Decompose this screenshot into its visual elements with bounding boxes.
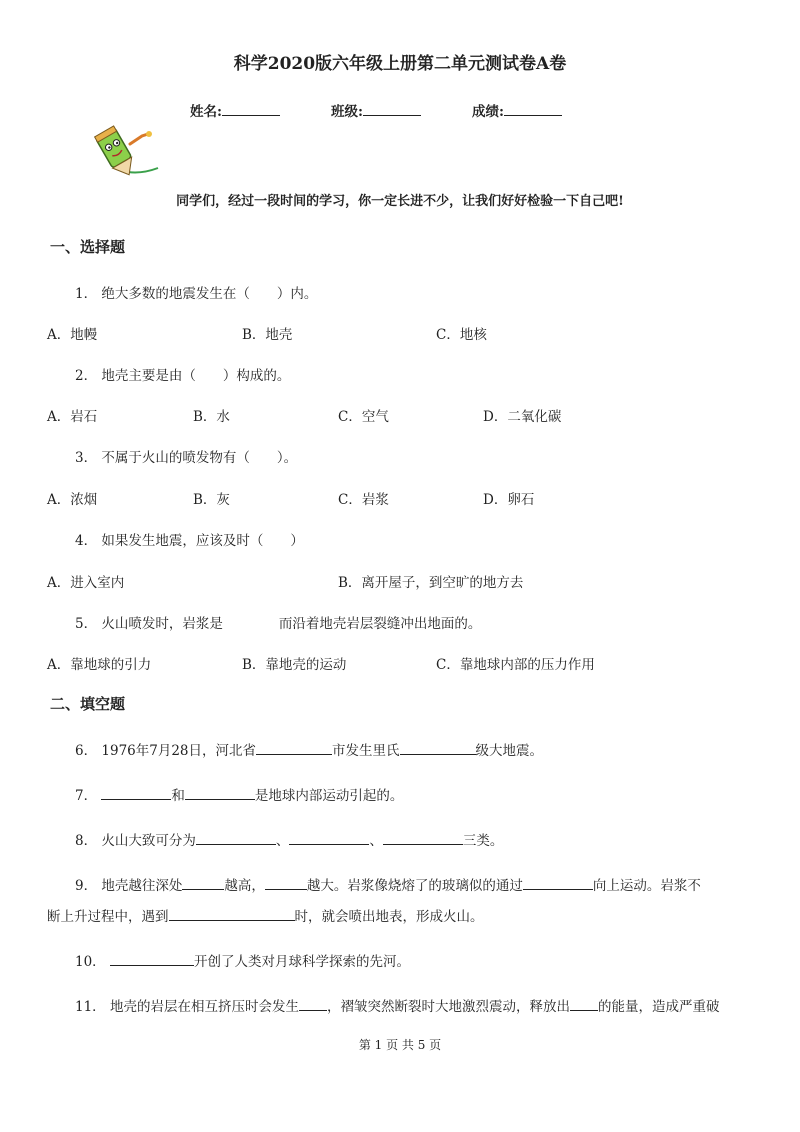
question-text-part2: 而沿着地壳岩层裂缝冲出地面的。 [278, 616, 482, 632]
question-number: 10． [75, 954, 106, 970]
q8-text-3: 、 [369, 833, 383, 849]
class-label: 班级: [331, 104, 363, 120]
q11-text-1: 地壳的岩层在相互挤压时会发生 [109, 999, 299, 1015]
score-field [472, 100, 562, 120]
q2-option-d[interactable]: D．二氧化碳 [483, 409, 562, 425]
question-8 [75, 829, 503, 849]
q7-blank-2[interactable] [185, 785, 255, 800]
name-blank[interactable] [222, 101, 280, 116]
question-5 [75, 612, 481, 632]
q9-text-6: 时，就会喷出地表，形成火山。 [294, 909, 484, 925]
q3-option-a[interactable]: A．浓烟 [47, 492, 98, 508]
q4-option-a[interactable]: A．进入室内 [47, 575, 125, 591]
q5-option-c[interactable]: C．靠地球内部的压力作用 [436, 657, 595, 673]
question-9-line-2 [47, 905, 484, 925]
q8-blank-3[interactable] [383, 830, 463, 845]
q6-blank-1[interactable] [256, 740, 332, 755]
score-blank[interactable] [504, 101, 562, 116]
question-9 [75, 874, 701, 894]
q6-blank-2[interactable] [400, 740, 476, 755]
q2-option-a[interactable]: A．岩石 [47, 409, 98, 425]
question-number: 11． [75, 999, 106, 1015]
question-11 [75, 995, 719, 1015]
question-3 [75, 446, 297, 466]
question-number: 6． [75, 743, 98, 759]
question-2 [75, 364, 290, 384]
q11-text-2: ，褶皱突然断裂时大地激烈震动，释放出 [326, 999, 570, 1015]
question-text: 如果发生地震，应该及时（ ） [101, 533, 304, 549]
page-title: 科学2020版六年级上册第二单元测试卷A卷 [233, 54, 567, 74]
q7-text-2: 是地球内部运动引起的。 [254, 788, 404, 804]
name-field [190, 100, 280, 120]
q8-text-4: 三类。 [462, 833, 504, 849]
q9-text-4: 向上运动。岩浆不 [592, 878, 701, 894]
question-10 [75, 950, 410, 970]
q5-option-b[interactable]: B．靠地壳的运动 [242, 657, 347, 673]
q6-text-2: 市发生里氏 [332, 743, 400, 759]
question-number: 7． [75, 788, 98, 804]
q10-blank-1[interactable] [110, 951, 194, 966]
q9-blank-4[interactable] [169, 906, 295, 921]
q3-option-d[interactable]: D．卵石 [483, 492, 535, 508]
question-1 [75, 282, 317, 302]
q9-blank-2[interactable] [265, 875, 307, 890]
name-label: 姓名: [190, 104, 222, 120]
section-fill-title: 二、填空题 [50, 695, 126, 713]
q7-blank-1[interactable] [101, 785, 171, 800]
q2-option-b[interactable]: B．水 [193, 409, 230, 425]
question-number: 5． [75, 616, 98, 632]
question-text-part1: 火山喷发时，岩浆是 [101, 616, 223, 632]
q11-blank-1[interactable] [299, 996, 327, 1011]
question-number: 3． [75, 450, 98, 466]
greeting-text: 同学们，经过一段时间的学习，你一定长进不少，让我们好好检验一下自己吧! [176, 194, 624, 209]
section-choice-title: 一、选择题 [50, 238, 126, 256]
q6-text-1: 1976年7月28日，河北省 [101, 743, 257, 759]
question-text: 地壳主要是由（ ）构成的。 [101, 368, 291, 384]
q9-text-3: 越大。岩浆像烧熔了的玻璃似的通过 [306, 878, 523, 894]
question-number: 1． [75, 286, 98, 302]
question-text: 绝大多数的地震发生在（ ）内。 [101, 286, 318, 302]
q6-text-3: 级大地震。 [475, 743, 544, 759]
q5-option-a[interactable]: A．靠地球的引力 [47, 657, 152, 673]
q9-text-5: 断上升过程中，遇到 [47, 909, 169, 925]
q2-option-c[interactable]: C．空气 [338, 409, 389, 425]
q10-text-1: 开创了人类对月球科学探索的先河。 [193, 954, 410, 970]
class-field [331, 100, 421, 120]
question-number: 2． [75, 368, 98, 384]
question-number: 9． [75, 878, 98, 894]
question-7 [75, 784, 403, 804]
q9-blank-3[interactable] [523, 875, 593, 890]
q7-text-1: 和 [171, 788, 185, 804]
page-footer: 第 1 页 共 5 页 [358, 1038, 442, 1052]
question-number: 4． [75, 533, 98, 549]
question-text: 不属于火山的喷发物有（ ）。 [101, 450, 298, 466]
q8-text-1: 火山大致可分为 [101, 833, 196, 849]
question-number: 8． [75, 833, 98, 849]
score-label: 成绩: [472, 104, 504, 120]
pencil-mascot-icon [90, 122, 162, 182]
q8-blank-2[interactable] [289, 830, 369, 845]
q3-option-c[interactable]: C．岩浆 [338, 492, 389, 508]
q11-text-3: 的能量，造成严重破 [597, 999, 720, 1015]
q9-text-1: 地壳越往深处 [101, 878, 183, 894]
q3-option-b[interactable]: B．灰 [193, 492, 230, 508]
q4-option-b[interactable]: B．离开屋子，到空旷的地方去 [338, 575, 524, 591]
question-6 [75, 739, 543, 759]
q11-blank-2[interactable] [570, 996, 598, 1011]
q9-blank-1[interactable] [182, 875, 224, 890]
q1-option-a[interactable]: A．地幔 [47, 327, 98, 343]
q8-blank-1[interactable] [196, 830, 276, 845]
question-4 [75, 529, 304, 549]
q1-option-b[interactable]: B．地壳 [242, 327, 293, 343]
q1-option-c[interactable]: C．地核 [436, 327, 487, 343]
q9-text-2: 越高， [224, 878, 265, 894]
q8-text-2: 、 [275, 833, 290, 849]
class-blank[interactable] [363, 101, 421, 116]
